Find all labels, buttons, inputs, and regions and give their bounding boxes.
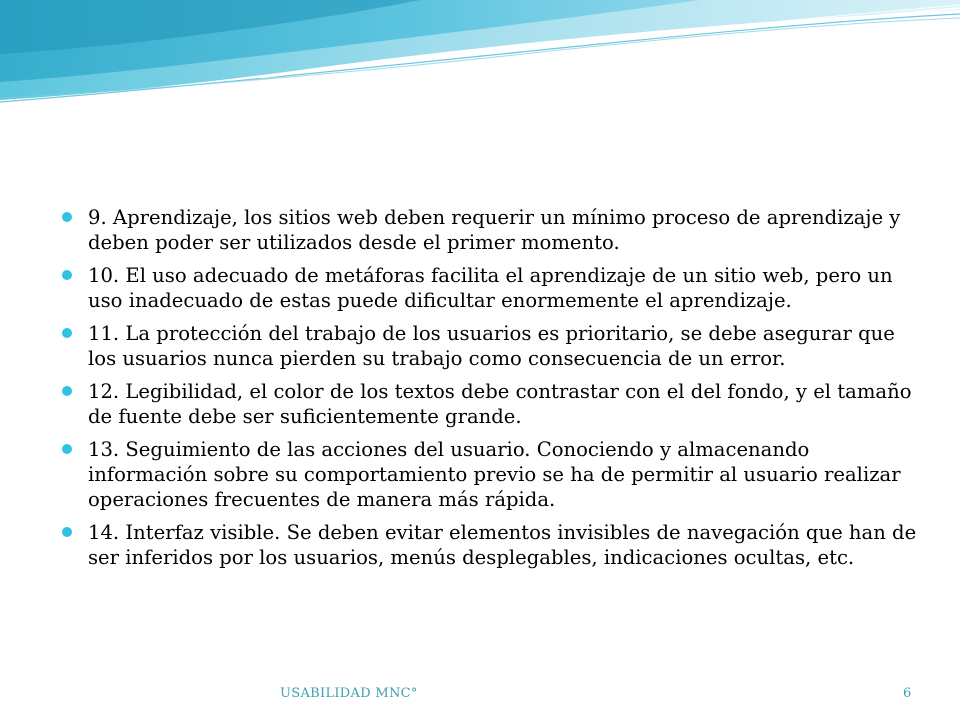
- bullet-list: [62, 205, 922, 570]
- list-item: [62, 321, 922, 371]
- list-item: [62, 263, 922, 313]
- bullet-text: 9. Aprendizaje, los sitios web deben requerir un mínimo proceso de aprendizaje y deben poder ser utilizados desde el primer momento.: [88, 206, 901, 254]
- header-wave-decoration: [0, 0, 960, 115]
- list-item: [62, 437, 922, 512]
- list-item: [62, 379, 922, 429]
- bullet-icon: [62, 270, 72, 280]
- footer-text: USABILIDAD MNC°: [280, 686, 418, 701]
- bullet-text: 14. Interfaz visible. Se deben evitar elementos invisibles de navegación que han de ser inferidos por los usuarios, menús desplegables, indicaciones ocultas, etc.: [88, 521, 917, 569]
- page-number: 6: [903, 686, 912, 701]
- bullet-text: 11. La protección del trabajo de los usuarios es prioritario, se debe asegurar que los usuarios nunca pierden su trabajo como consecuencia de un error.: [88, 322, 895, 370]
- bullet-icon: [62, 527, 72, 537]
- bullet-text: 13. Seguimiento de las acciones del usuario. Conociendo y almacenando información sobre su comportamiento previo se ha de permitir al usuario realizar operaciones frecuentes de manera más rápida.: [88, 438, 901, 511]
- list-item: [62, 205, 922, 255]
- slide-body: [62, 205, 922, 578]
- bullet-icon: [62, 386, 72, 396]
- bullet-icon: [62, 212, 72, 222]
- list-item: [62, 520, 922, 570]
- bullet-text: 12. Legibilidad, el color de los textos debe contrastar con el del fondo, y el tamaño de fuente debe ser suficientemente grande.: [88, 380, 912, 428]
- bullet-icon: [62, 328, 72, 338]
- bullet-icon: [62, 444, 72, 454]
- bullet-text: 10. El uso adecuado de metáforas facilita el aprendizaje de un sitio web, pero un uso inadecuado de estas puede dificultar enormemente el aprendizaje.: [88, 264, 893, 312]
